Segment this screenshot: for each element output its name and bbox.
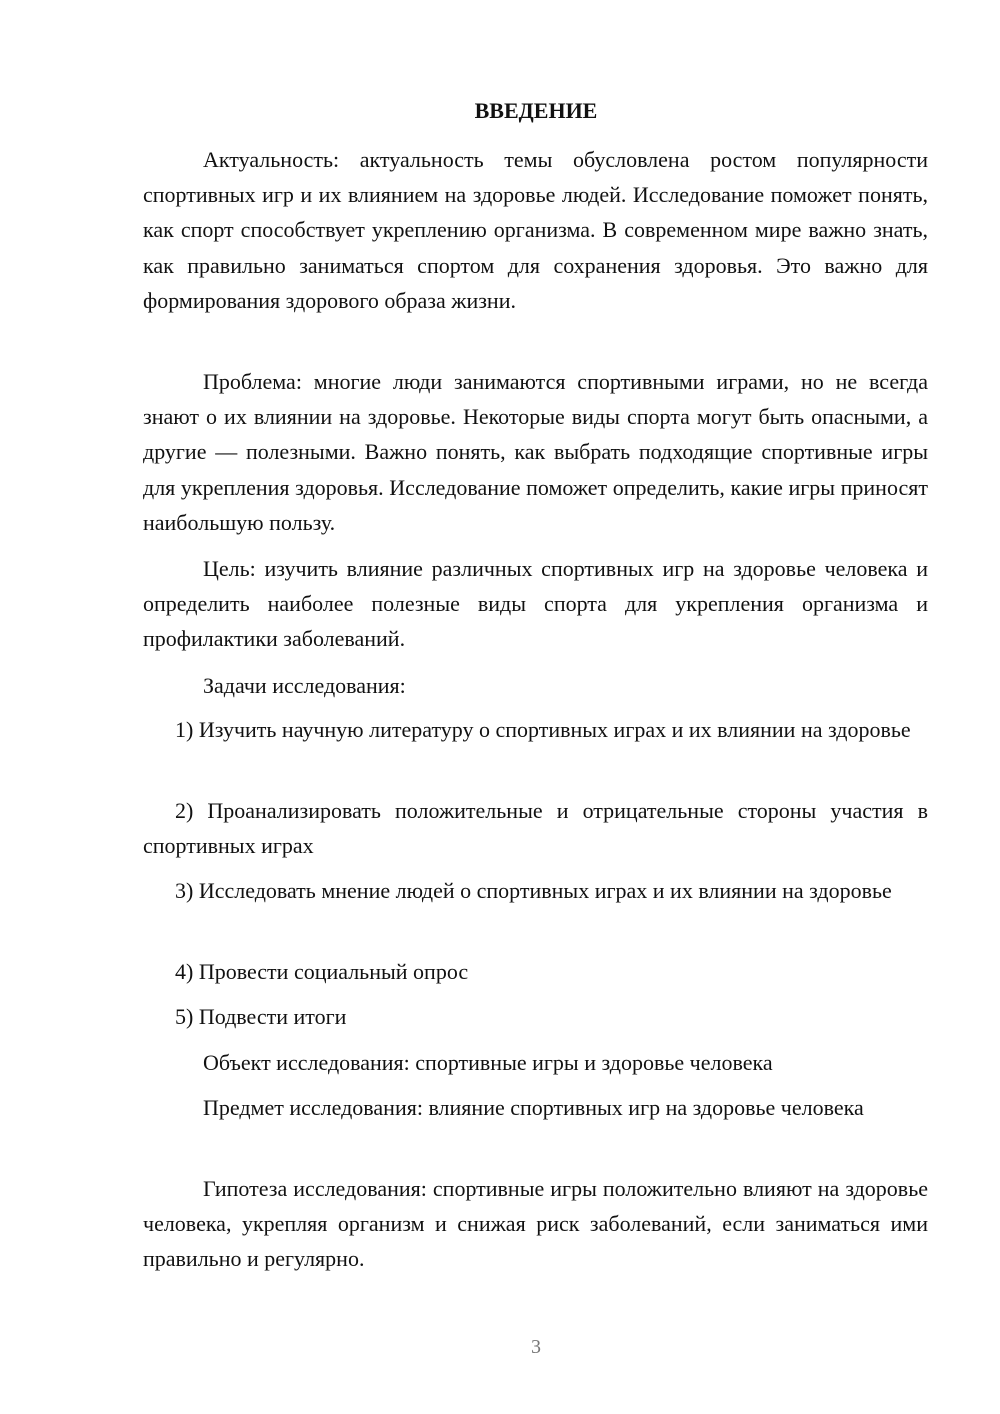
paragraph-problem: Проблема: многие люди занимаются спортивными играми, но не всегда знают о их влиянии на здоровье. Некоторые виды спорта могут быть опасными, а другие — полезными. Важно понять, как выбрать подходящие спортивные игры для укрепления здоровья. Исследование поможет определить, какие игры приносят наибольшую пользу.: [143, 369, 928, 535]
task-item-4: 4) Провести социальный опрос: [175, 959, 469, 984]
paragraph-goal: Цель: изучить влияние различных спортивных игр на здоровье человека и определить наиболее полезные виды спорта для укрепления организма и профилактики заболеваний.: [143, 556, 928, 652]
paragraph-hypothesis: Гипотеза исследования: спортивные игры положительно влияют на здоровье человека, укрепляя организм и снижая риск заболеваний, если заниматься ими правильно и регулярно.: [143, 1176, 928, 1272]
paragraph-tasks-heading: Задачи исследования:: [203, 673, 406, 698]
paragraph-subject: Предмет исследования: влияние спортивных игр на здоровье человека: [203, 1095, 864, 1120]
page-title: ВВЕДЕНИЕ: [474, 98, 598, 123]
task-item-5: 5) Подвести итоги: [175, 1004, 347, 1029]
paragraph-relevance: Актуальность: актуальность темы обусловлена ростом популярности спортивных игр и их влиянием на здоровье людей. Исследование поможет понять, как спорт способствует укреплению организма. В современном мире важно знать, как правильно заниматься спортом для сохранения здоровья. Это важно для формирования здорового образа жизни.: [143, 147, 928, 313]
task-item-1: 1) Изучить научную литературу о спортивных играх и их влиянии на здоровье: [175, 717, 911, 742]
task-item-3: 3) Исследовать мнение людей о спортивных играх и их влиянии на здоровье: [175, 878, 892, 903]
task-item-2: 2) Проанализировать положительные и отрицательные стороны участия в спортивных играх: [143, 798, 928, 859]
paragraph-object: Объект исследования: спортивные игры и здоровье человека: [203, 1050, 773, 1075]
page-number: 3: [531, 1336, 541, 1358]
